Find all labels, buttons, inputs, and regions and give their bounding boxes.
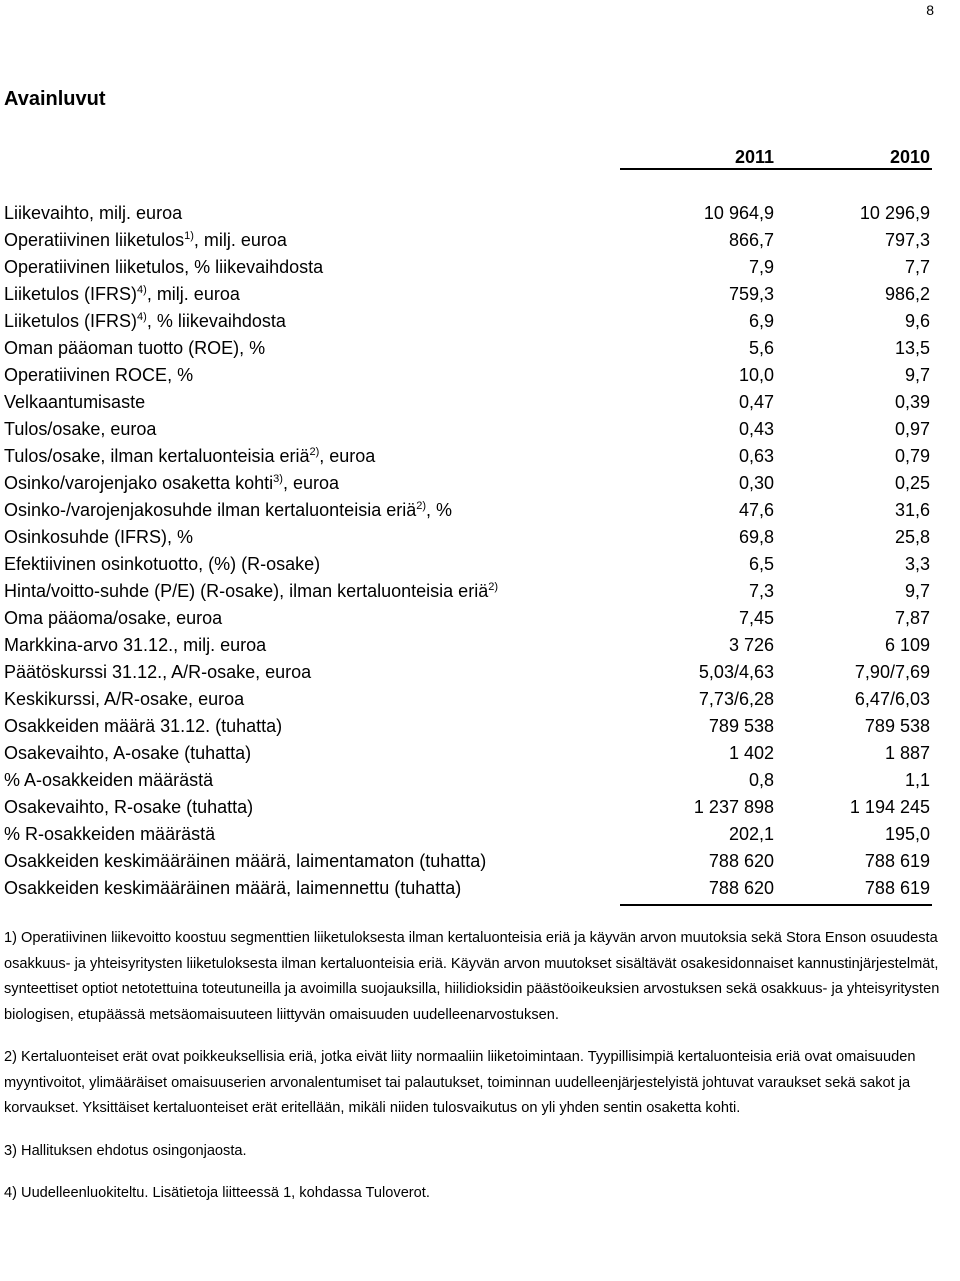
table-row: [4, 470, 932, 497]
row-label-text: Operatiivinen liiketulos: [4, 230, 185, 250]
table-row: [4, 740, 932, 767]
table-row: [4, 335, 932, 362]
table-row: [4, 551, 932, 578]
row-label-text: Osinko-/varojenjakosuhde ilman kertaluonteisia eriä: [4, 500, 417, 520]
row-label-text: Efektiivinen osinkotuotto, (%) (R-osake): [4, 554, 321, 574]
footnote-ref: 3): [273, 473, 283, 485]
value-2011: 7,45: [738, 608, 774, 628]
row-label: [4, 713, 282, 740]
key-figures-table: [4, 140, 932, 906]
value-2011: 0,47: [738, 392, 774, 412]
value-2011: 866,7: [728, 230, 774, 250]
value-2010: 986,2: [884, 284, 930, 304]
value-2011: 47,6: [738, 500, 774, 520]
value-2011: 6,9: [748, 311, 774, 331]
column-header-2010: 2010: [889, 147, 930, 167]
table-row: [4, 308, 932, 335]
footnote: 3) Hallituksen ehdotus osingonjaosta.: [4, 1142, 247, 1159]
table-row: [4, 686, 932, 713]
value-2011: 7,3: [748, 581, 774, 601]
value-2011: 0,63: [738, 446, 774, 466]
row-label-text: Tulos/osake, ilman kertaluonteisia eriä: [4, 446, 310, 466]
table-row: [4, 443, 932, 470]
footnote-ref: 2): [488, 581, 498, 593]
footnote: 2) Kertaluonteiset erät ovat poikkeuksellisia eriä, jotka eivät liity normaaliin liiketoimintaan. Tyypillisimpiä kertaluonteisia eriä ovat omaisuuden myyntivoitot, ylimääräiset omaisuuserien arvonalentumiset tai palautukset, toiminnan uudelleenjärjestelyistä johtuvat varaukset sekä sakot ja korvaukset. Yksittäiset kertaluonteiset erät eritellään, mikäli niiden tulosvaikutus on yli yhden sentin osaketta kohti.: [4, 1049, 916, 1116]
row-label-suffix: , % liikevaihdosta: [146, 311, 286, 331]
row-label: [4, 200, 182, 227]
row-label-text: Operatiivinen liiketulos, % liikevaihdosta: [4, 257, 324, 277]
row-label-text: Operatiivinen ROCE, %: [4, 365, 194, 385]
row-label-suffix: , %: [426, 500, 453, 520]
value-2010: 195,0: [884, 824, 930, 844]
value-2010: 1 887: [884, 743, 930, 763]
value-2010: 25,8: [894, 527, 930, 547]
row-label-text: Oma pääoma/osake, euroa: [4, 608, 223, 628]
row-label-text: Osinkosuhde (IFRS), %: [4, 527, 194, 547]
table-row: [4, 632, 932, 659]
row-label-text: Osakkeiden määrä 31.12. (tuhatta): [4, 716, 283, 736]
row-label-text: Osakkeiden keskimääräinen määrä, laimennettu (tuhatta): [4, 878, 462, 898]
value-2011: 1 237 898: [693, 797, 774, 817]
value-2010: 6,47/6,03: [854, 689, 930, 709]
table-row: [4, 362, 932, 389]
value-2010: 7,90/7,69: [854, 662, 930, 682]
value-2010: 9,7: [904, 581, 930, 601]
row-label: [4, 416, 156, 443]
row-label-text: Tulos/osake, euroa: [4, 419, 157, 439]
row-label: [4, 497, 452, 524]
row-label-text: % R-osakkeiden määrästä: [4, 824, 216, 844]
value-2011: 788 620: [708, 878, 774, 898]
table-body: [4, 200, 932, 902]
value-2010: 13,5: [894, 338, 930, 358]
value-2010: 9,6: [904, 311, 930, 331]
row-label-text: Osinko/varojenjako osaketta kohti: [4, 473, 274, 493]
value-2011: 6,5: [748, 554, 774, 574]
row-label-suffix: , milj. euroa: [146, 284, 240, 304]
value-2010: 797,3: [884, 230, 930, 250]
table-row: [4, 848, 932, 875]
value-2010: 31,6: [894, 500, 930, 520]
value-2011: 69,8: [738, 527, 774, 547]
row-label-text: Liiketulos (IFRS): [4, 284, 138, 304]
footnote-ref: 1): [184, 230, 194, 242]
row-label-text: Velkaantumisaste: [4, 392, 146, 412]
row-label: [4, 389, 145, 416]
table-row: [4, 497, 932, 524]
value-2010: 788 619: [864, 851, 930, 871]
value-2011: 788 620: [708, 851, 774, 871]
row-label: [4, 470, 339, 497]
table-row: [4, 524, 932, 551]
footnote-ref: 2): [309, 446, 320, 458]
row-label-text: Osakevaihto, R-osake (tuhatta): [4, 797, 254, 817]
value-2010: 788 619: [864, 878, 930, 898]
value-2010: 1,1: [904, 770, 930, 790]
value-2010: 0,39: [894, 392, 930, 412]
row-label-text: Markkina-arvo 31.12., milj. euroa: [4, 635, 267, 655]
value-2010: 6 109: [884, 635, 930, 655]
value-2011: 10,0: [738, 365, 774, 385]
row-label: [4, 362, 193, 389]
page-title: Avainluvut: [4, 88, 106, 110]
footnote-ref: 4): [137, 284, 147, 296]
column-header-2011: 2011: [734, 147, 774, 167]
table-row: [4, 659, 932, 686]
row-label: [4, 335, 265, 362]
table-row: [4, 281, 932, 308]
table-row: [4, 389, 932, 416]
value-2011: 0,8: [748, 770, 774, 790]
footnote-ref: 2): [416, 500, 426, 512]
table-bottom-rule: [620, 904, 932, 906]
row-label: [4, 821, 215, 848]
row-label-text: Päätöskurssi 31.12., A/R-osake, euroa: [4, 662, 312, 682]
value-2011: 7,73/6,28: [698, 689, 774, 709]
footnote-ref: 4): [137, 311, 147, 323]
table-row: [4, 605, 932, 632]
table-row: [4, 821, 932, 848]
row-label: [4, 659, 311, 686]
row-label-text: % A-osakkeiden määrästä: [4, 770, 214, 790]
row-label-text: Osakkeiden keskimääräinen määrä, laimentamaton (tuhatta): [4, 851, 487, 871]
value-2010: 0,25: [894, 473, 930, 493]
value-2010: 7,7: [904, 257, 930, 277]
value-2010: 1 194 245: [849, 797, 930, 817]
row-label: [4, 308, 286, 335]
table-row: [4, 200, 932, 227]
row-label: [4, 605, 222, 632]
value-2010: 10 296,9: [859, 203, 930, 223]
row-label: [4, 875, 461, 902]
row-label: [4, 551, 320, 578]
row-label-suffix: , milj. euroa: [193, 230, 287, 250]
value-2011: 5,6: [748, 338, 774, 358]
table-header: [620, 140, 932, 170]
footnotes: [4, 926, 944, 1224]
value-2011: 0,30: [738, 473, 774, 493]
value-2011: 5,03/4,63: [698, 662, 774, 682]
table-row: [4, 767, 932, 794]
row-label: [4, 794, 253, 821]
row-label-text: Osakevaihto, A-osake (tuhatta): [4, 743, 252, 763]
page-number: 8: [926, 2, 934, 18]
table-row: [4, 794, 932, 821]
value-2011: 1 402: [728, 743, 774, 763]
value-2011: 759,3: [728, 284, 774, 304]
row-label-text: Hinta/voitto-suhde (P/E) (R-osake), ilman kertaluonteisia eriä: [4, 581, 489, 601]
table-row: [4, 578, 932, 605]
row-label: [4, 740, 251, 767]
value-2010: 9,7: [904, 365, 930, 385]
table-row: [4, 416, 932, 443]
row-label: [4, 524, 193, 551]
table-row: [4, 227, 932, 254]
row-label-suffix: , euroa: [319, 446, 376, 466]
row-label: [4, 443, 375, 470]
row-label: [4, 578, 498, 605]
row-label: [4, 767, 213, 794]
row-label-text: Oman pääoman tuotto (ROE), %: [4, 338, 266, 358]
table-row: [4, 254, 932, 281]
value-2010: 0,79: [894, 446, 930, 466]
value-2010: 3,3: [904, 554, 930, 574]
value-2011: 7,9: [748, 257, 774, 277]
value-2011: 3 726: [728, 635, 774, 655]
row-label-text: Liikevaihto, milj. euroa: [4, 203, 183, 223]
footnote: 1) Operatiivinen liikevoitto koostuu segmenttien liiketuloksesta ilman kertaluonteisia eriä ja käyvän arvon muutoksia sekä Stora Enson osuudesta osakkuus- ja yhteisyritysten liiketuloksesta ilman kertaluonteisia eriä. Käyvän arvon muutokset sisältävät osakesidonnaiset kannustinjärjestelmät, synteettiset optiot netotettuina toteutuneilla ja avoimilla suojauksilla, hiilidioksidin päästöoikeuksien arvostuksen sekä osakkuus- ja yhteisyritysten biologisen, etupäässä metsäomaisuuteen liittyvän omaisuuden uudelleenarvostuksen.: [4, 930, 940, 1023]
table-row: [4, 713, 932, 740]
row-label: [4, 686, 244, 713]
row-label-text: Liiketulos (IFRS): [4, 311, 138, 331]
footnote: 4) Uudelleenluokiteltu. Lisätietoja liitteessä 1, kohdassa Tuloverot.: [4, 1185, 430, 1201]
row-label: [4, 632, 266, 659]
row-label-suffix: , euroa: [282, 473, 339, 493]
row-label: [4, 848, 486, 875]
value-2011: 202,1: [728, 824, 774, 844]
row-label-text: Keskikurssi, A/R-osake, euroa: [4, 689, 245, 709]
value-2010: 7,87: [894, 608, 930, 628]
value-2011: 789 538: [708, 716, 774, 736]
row-label: [4, 281, 240, 308]
value-2011: 10 964,9: [703, 203, 774, 223]
value-2010: 0,97: [894, 419, 930, 439]
value-2011: 0,43: [738, 419, 774, 439]
value-2010: 789 538: [864, 716, 930, 736]
row-label: [4, 227, 287, 254]
table-row: [4, 875, 932, 902]
row-label: [4, 254, 323, 281]
